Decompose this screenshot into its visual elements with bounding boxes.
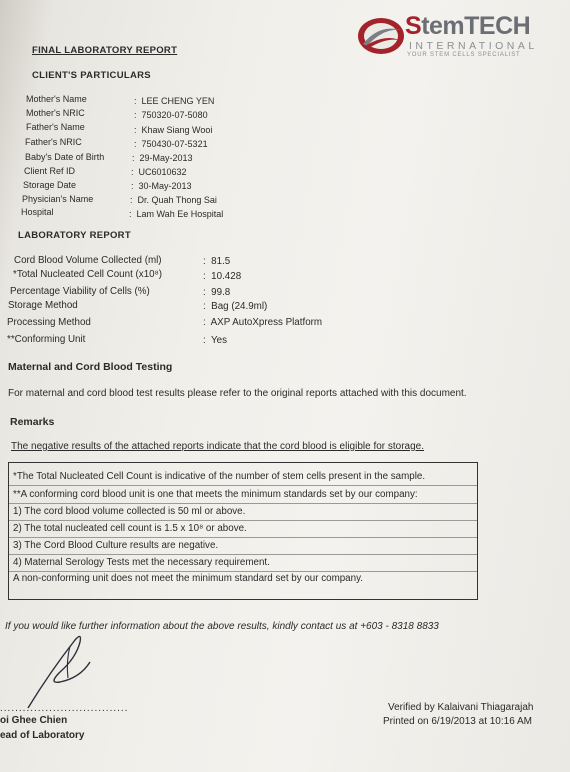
lab-label: **Conforming Unit (7, 334, 86, 345)
client-value: : 30-May-2013 (131, 181, 192, 191)
logo-brand: StemTECH (405, 12, 531, 40)
note-line: 1) The cord blood volume collected is 50 ml or above. (13, 506, 246, 517)
lab-heading: LABORATORY REPORT (18, 230, 131, 241)
logo-sub: INTERNATIONAL (409, 40, 538, 52)
note-line: 3) The Cord Blood Culture results are negative. (13, 540, 219, 551)
note-divider (9, 485, 477, 486)
maternal-heading: Maternal and Cord Blood Testing (8, 361, 173, 373)
logo-tagline: YOUR STEM CELLS SPECIALIST (407, 52, 521, 58)
note-line: 4) Maternal Serology Tests met the necessary requirement. (13, 557, 270, 568)
client-value: : 750430-07-5321 (134, 139, 208, 149)
lab-label: Processing Method (7, 317, 91, 328)
client-value: : Khaw Siang Wooi (134, 125, 213, 135)
note-divider (9, 571, 477, 572)
report-title: FINAL LABORATORY REPORT (32, 45, 178, 56)
printed-on: Printed on 6/19/2013 at 10:16 AM (383, 716, 532, 727)
lab-value: : Yes (203, 335, 227, 346)
client-label: Physician's Name (22, 194, 94, 204)
client-heading: CLIENT'S PARTICULARS (32, 70, 151, 81)
lab-label: *Total Nucleated Cell Count (x10⁸) (13, 269, 162, 280)
signer-name: oi Ghee Chien (0, 715, 68, 726)
remarks-text: The negative results of the attached reports indicate that the cord blood is eligible for storage. (11, 441, 425, 452)
note-divider (9, 554, 477, 555)
client-label: Father's Name (26, 122, 85, 132)
stemtech-logo (355, 12, 555, 64)
client-value: : Lam Wah Ee Hospital (129, 209, 224, 219)
note-line: **A conforming cord blood unit is one that meets the minimum standards set by our company: (13, 489, 418, 500)
note-line: 2) The total nucleated cell count is 1.5 x 10⁸ or above. (13, 523, 247, 534)
maternal-text: For maternal and cord blood test results please refer to the original reports attached with this document. (8, 388, 467, 399)
note-divider (9, 503, 477, 504)
verified-by: Verified by Kalaivani Thiagarajah (388, 702, 534, 713)
client-value: : Dr. Quah Thong Sai (130, 195, 217, 205)
client-label: Storage Date (23, 180, 77, 190)
lab-label: Storage Method (8, 300, 78, 311)
signature-line: .................................. (0, 703, 129, 714)
client-value: : UC6010632 (131, 167, 187, 177)
note-divider (9, 520, 477, 521)
client-label: Father's NRIC (25, 137, 82, 147)
note-line: A non-conforming unit does not meet the minimum standard set by our company. (13, 573, 363, 584)
lab-value: : 10.428 (203, 271, 242, 282)
client-label: Mother's NRIC (26, 108, 85, 118)
lab-value: : Bag (24.9ml) (203, 301, 268, 312)
lab-value: : AXP AutoXpress Platform (203, 317, 323, 328)
client-label: Mother's Name (26, 94, 87, 104)
client-value: : 29-May-2013 (132, 153, 193, 163)
note-line: *The Total Nucleated Cell Count is indicative of the number of stem cells present in the sample. (13, 471, 426, 482)
contact-text: If you would like further information about the above results, kindly contact us at +603 - 8318 8833 (5, 621, 439, 632)
lab-value: : 99.8 (203, 287, 231, 298)
note-divider (9, 537, 477, 538)
client-label: Baby's Date of Birth (25, 152, 105, 162)
client-value: : LEE CHENG YEN (134, 96, 215, 106)
lab-label: Cord Blood Volume Collected (ml) (14, 255, 162, 266)
lab-value: : 81.5 (203, 256, 231, 267)
logo-swirl-icon (355, 14, 407, 58)
signature-scribble (20, 632, 110, 712)
remarks-heading: Remarks (10, 416, 55, 428)
notes-box (8, 462, 478, 600)
client-label: Client Ref ID (24, 166, 76, 176)
client-value: : 750320-07-5080 (134, 110, 208, 120)
lab-label: Percentage Viability of Cells (%) (10, 286, 150, 297)
client-label: Hospital (21, 207, 54, 217)
signer-title: ead of Laboratory (0, 730, 85, 741)
